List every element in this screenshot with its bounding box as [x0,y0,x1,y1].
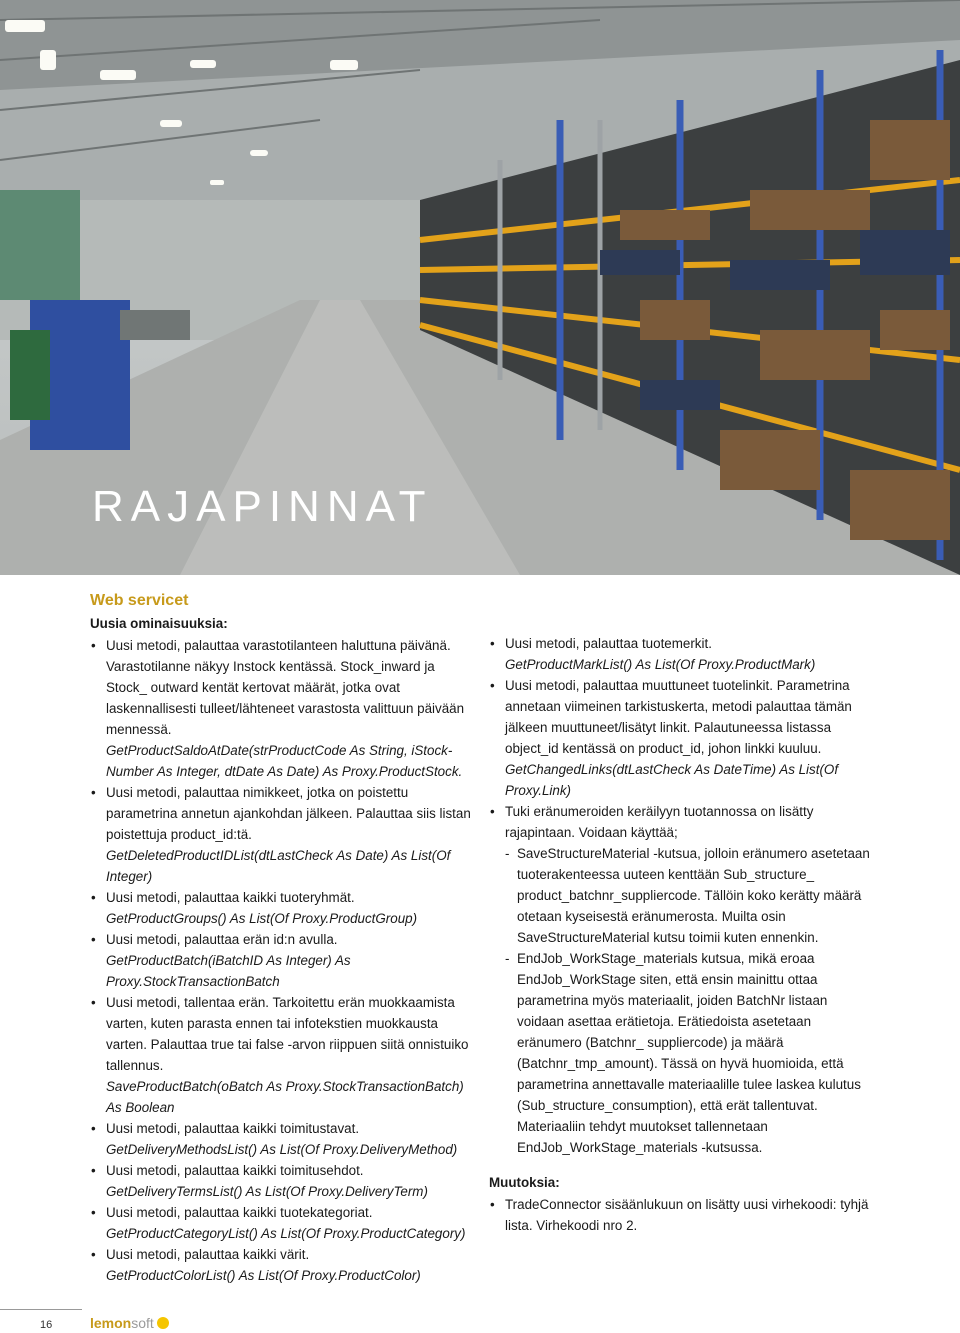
footer-rule [0,1309,82,1310]
list-item: • Uusi metodi, palauttaa muuttuneet tuotelinkit. Parametrina annetaan viimeinen tarkistuskerta, metodi palauttaa tämän jälkeen muuttuneet/lisätyt linkit. Palautuneessa listassa object_id kentässä on product_id, johon linkki kuuluu. [489,675,871,759]
list-item: • Uusi metodi, palauttaa varastotilanteen haluttuna päivänä. Varastotilanne näkyy Instock kentässä. Stock_inward ja Stock_ outward kentät kertovat määrät, jotka ovat laskennallisesti tulleet/lähteneet varastosta valittuun päivään mennessä. [90,635,475,740]
changes-list [489,1194,871,1236]
method-signature: GetDeliveryTermsList() As List(Of Proxy.DeliveryTerm) [106,1184,428,1199]
list-item: • Uusi metodi, palauttaa nimikkeet, jotka on poistettu parametrina annetun ajankohdan jälkeen. Palauttaa siis listan poistettuja product_id:tä. [90,782,475,845]
method-signature: GetChangedLinks(dtLastCheck As DateTime) As List(Of Proxy.Link) [505,762,839,798]
method-signature: GetProductCategoryList() As List(Of Proxy.ProductCategory) [106,1226,466,1241]
hero-photo [0,0,960,575]
new-features-list-continued [489,633,871,1158]
right-column [489,633,871,1236]
list-item: • Tuki eränumeroiden keräilyyn tuotannossa on lisätty rajapintaan. Voidaan käyttää; [489,801,871,843]
new-features-list [90,635,475,1286]
logo-text-lemon: lemon [90,1315,132,1331]
method-signature: GetProductColorList() As List(Of Proxy.ProductColor) [106,1268,421,1283]
page-number: 16 [40,1319,53,1331]
method-signature: GetProductSaldoAtDate(strProductCode As String, iStock-Number As Integer, dtDate As Date) As Proxy.ProductStock. [106,743,463,779]
list-item: • Uusi metodi, palauttaa kaikki värit. [90,1244,475,1265]
changes-title: Muutoksia: [489,1175,560,1190]
list-item: • Uusi metodi, palauttaa kaikki toimitustavat. [90,1118,475,1139]
method-signature: GetProductBatch(iBatchID As Integer) As Proxy.StockTransactionBatch [106,953,351,989]
lemonsoft-logo [90,1315,169,1331]
method-signature: GetProductMarkList() As List(Of Proxy.ProductMark) [505,657,816,672]
left-column [90,591,475,1286]
list-item: • Uusi metodi, palauttaa erän id:n avulla. [90,929,475,950]
method-signature: GetDeletedProductIDList(dtLastCheck As Date) As List(Of Integer) [106,848,451,884]
lemon-icon [157,1317,169,1329]
list-item: • Uusi metodi, palauttaa kaikki tuotekategoriat. [90,1202,475,1223]
sub-list-item: - SaveStructureMaterial -kutsua, jolloin eränumero asetetaan tuoterakenteessa uuteen kenttään Sub_structure_ product_batchnr_suppliercode. Tällöin koko kerätty määrä otetaan kyseisestä eränumerosta. Muilta osin SaveStructureMaterial kutsu toimii kuten ennenkin. [489,843,871,948]
list-item: • TradeConnector sisäänlukuun on lisätty uusi virhekoodi: tyhjä lista. Virhekoodi nro 2. [489,1194,871,1236]
list-item: • Uusi metodi, palauttaa tuotemerkit. [489,633,871,654]
sub-list-item: - EndJob_WorkStage_materials kutsua, mikä eroaa EndJob_WorkStage siten, että ensin mainittu ottaa parametrina myös materiaalit, joiden BatchNr listaan voidaan asettaa erätietoja. Erätiedoista asetetaan eränumero (Batchnr_ suppliercode) ja määrä (Batchnr_tmp_amount). Tässä on hyvä huomioida, että parametrina annettavalle materiaalille tulee laskea kulutus (Sub_structure_consumption), että erät tallentuvat. Materiaaliin tehdyt muutokset tallennetaan EndJob_WorkStage_materials -kutsussa. [489,948,871,1158]
method-signature: SaveProductBatch(oBatch As Proxy.StockTransactionBatch) As Boolean [106,1079,464,1115]
list-item: • Uusi metodi, palauttaa kaikki toimitusehdot. [90,1160,475,1181]
method-signature: GetDeliveryMethodsList() As List(Of Proxy.DeliveryMethod) [106,1142,458,1157]
new-features-title: Uusia ominaisuuksia: [90,616,228,631]
section-title: Web servicet [90,592,189,609]
logo-text-soft: soft [131,1315,154,1331]
method-signature: GetProductGroups() As List(Of Proxy.ProductGroup) [106,911,418,926]
list-item: • Uusi metodi, tallentaa erän. Tarkoitettu erän muokkaamista varten, kuten parasta ennen tai infotekstien muokkausta varten. Palauttaa true tai false -arvon riippuen siitä onnistuiko tallennus. [90,992,475,1076]
list-item: • Uusi metodi, palauttaa kaikki tuoteryhmät. [90,887,475,908]
page-title: RAJAPINNAT [92,482,433,531]
